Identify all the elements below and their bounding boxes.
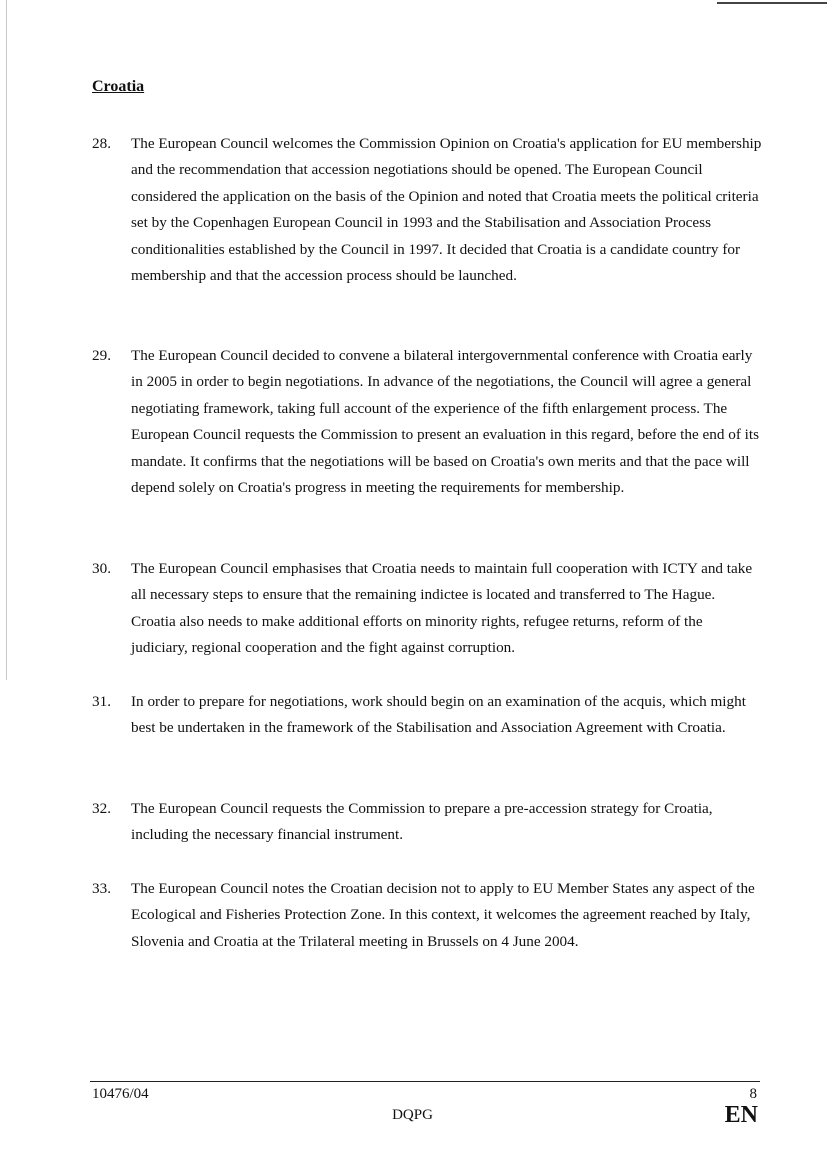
- paragraph-31: [92, 689, 762, 742]
- paragraph-number: 31.: [92, 693, 111, 710]
- section-heading: Croatia: [92, 78, 145, 95]
- paragraph-text: The European Council emphasises that Croatia needs to maintain full cooperation with ICTY and take all necessary steps to ensure that the remaining indictee is located and transferred to The Hague. Croatia also needs to make additional efforts on minority rights, refugee returns, reform of the judiciary, regional cooperation and the fight against corruption.: [131, 560, 753, 657]
- scan-top-mark: [717, 2, 827, 4]
- paragraph-33: [92, 876, 762, 955]
- paragraph-text: The European Council requests the Commission to prepare a pre-accession strategy for Croatia, including the necessary financial instrument.: [131, 800, 713, 844]
- paragraph-text: The European Council welcomes the Commission Opinion on Croatia's application for EU membership and the recommendation that accession negotiations should be opened. The European Council considered the application on the basis of the Opinion and noted that Croatia meets the political criteria set by the Copenhagen European Council in 1993 and the Stabilisation and Association Process conditionalities established by the Council in 1997. It decided that Croatia is a candidate country for membership and that the accession process should be launched.: [131, 135, 762, 285]
- paragraph-number: 33.: [92, 880, 111, 897]
- footer-divider: [90, 1081, 760, 1082]
- page-number: 8: [749, 1086, 757, 1102]
- paragraph-29: [92, 343, 762, 501]
- paragraph-number: 30.: [92, 560, 111, 577]
- paragraph-number: 29.: [92, 347, 111, 364]
- paragraph-text: The European Council notes the Croatian decision not to apply to EU Member States any aspect of the Ecological and Fisheries Protection Zone. In this context, it welcomes the agreement reached by Italy, Slovenia and Croatia at the Trilateral meeting in Brussels on 4 June 2004.: [131, 880, 755, 950]
- paragraph-text: The European Council decided to convene a bilateral intergovernmental conference with Croatia early in 2005 in order to begin negotiations. In advance of the negotiations, the Council will agree a general negotiating framework, taking full account of the experience of the fifth enlargement process. The European Council requests the Commission to present an evaluation in this regard, before the end of its mandate. It confirms that the negotiations will be based on Croatia's own merits and that the pace will depend solely on Croatia's progress in meeting the requirements for membership.: [131, 347, 760, 497]
- scan-edge-line: [6, 0, 7, 680]
- paragraph-32: [92, 796, 762, 849]
- document-reference: 10476/04: [92, 1086, 149, 1102]
- paragraph-28: [92, 131, 762, 289]
- paragraph-text: In order to prepare for negotiations, work should begin on an examination of the acquis, which might best be undertaken in the framework of the Stabilisation and Association Agreement with Croatia.: [131, 693, 746, 737]
- department-code: DQPG: [392, 1107, 433, 1123]
- paragraph-30: [92, 556, 762, 662]
- language-code: EN: [724, 1102, 758, 1128]
- paragraph-number: 32.: [92, 800, 111, 817]
- paragraph-number: 28.: [92, 135, 111, 152]
